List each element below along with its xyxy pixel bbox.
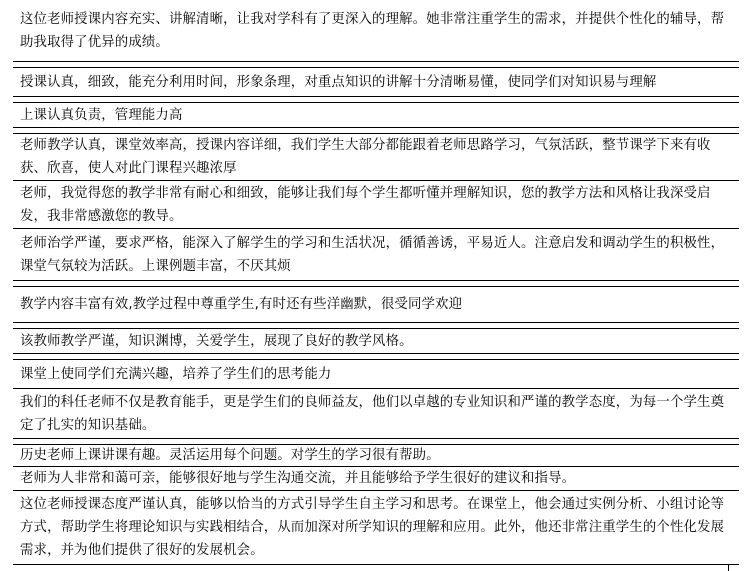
comment-row [13,389,739,439]
comment-text: 该教师教学严谨，知识渊博，关爱学生，展现了良好的教学风格。 [20,333,413,349]
comment-text: 这位老师授课内容充实、讲解清晰，让我对学科有了更深入的理解。她非常注重学生的需求，并提供个性化的辅导，帮助我取得了优异的成绩。 [20,11,725,50]
comment-text: 老师，我觉得您的教学非常有耐心和细致，能够让我们每个学生都听懂并理解知识，您的教学方法和风格让我深受启发，我非常感激您的教导。 [20,185,711,224]
comment-text: 我们的科任老师不仅是教育能手，更是学生们的良师益友，他们以卓越的专业知识和严谨的教学态度，为每一个学生奠定了扎实的知识基础。 [20,394,725,433]
comment-row [13,491,739,565]
comment-row [13,229,739,281]
comment-row [13,287,739,323]
comment-row [13,329,739,354]
comment-text: 上课认真负责，管理能力高 [20,107,183,123]
comment-row [13,134,739,181]
comment-text: 课堂上使同学们充满兴趣，培养了学生们的思考能力 [20,366,332,382]
comment-text: 历史老师上课讲课有趣。灵活运用每个问题。对学生的学习很有帮助。 [20,448,440,463]
table-end-marker [728,565,729,571]
comment-text: 老师教学认真，课堂效率高，授课内容详细，我们学生大部分都能跟着老师思路学习，气氛活跃，整节课学下来有收获、欣喜，使人对此门课程兴趣浓厚 [20,138,711,176]
comment-text: 老师为人非常和蔼可亲，能够很好地与学生沟通交流，并且能够给予学生很好的建议和指导。 [20,471,576,486]
comment-row [13,467,739,491]
comment-text: 这位老师授课态度严谨认真，能够以恰当的方式引导学生自主学习和思考。在课堂上，他会通过实例分析、小组讨论等方式，帮助学生将理论知识与实践相结合，从而加深对所学知识的理解和应用。此外，他还非常注重学生的个性化发展需求，并为他们提供了很好的发展机会。 [20,497,725,558]
comment-row [13,181,739,229]
comment-row [13,68,739,97]
comment-text: 教学内容丰富有效,教学过程中尊重学生,有时还有些洋幽默，很受同学欢迎 [20,297,463,312]
comment-row [13,103,739,128]
comment-text: 老师治学严谨，要求严格，能深入了解学生的学习和生活状况，循循善诱，平易近人。注意启发和调动学生的积极性，课堂气氛较为活跃。上课例题丰富，不厌其烦 [20,235,725,274]
comment-row [13,0,739,62]
comment-text: 授课认真，细致，能充分利用时间，形象条理，对重点知识的讲解十分清晰易懂，使同学们对知识易与理解 [20,74,657,90]
comment-row [13,445,739,467]
comment-row [13,360,739,389]
